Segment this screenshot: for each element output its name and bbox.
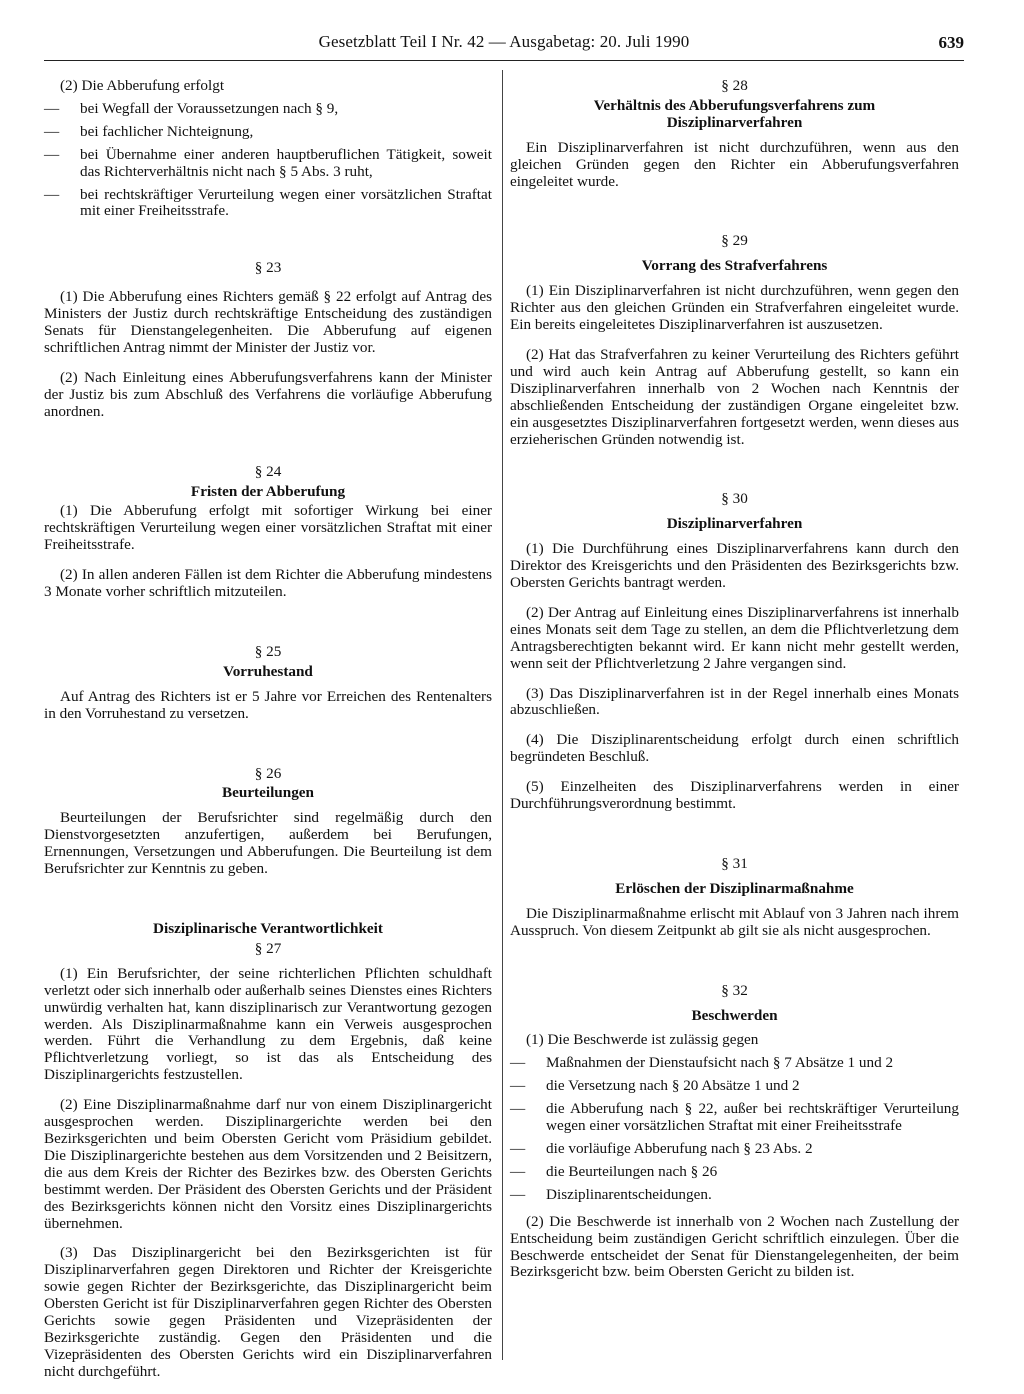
section-30-para-5: (5) Einzelheiten des Disziplinarverfahrens werden in einer Durchführungsverordnung bestimmt. xyxy=(510,778,959,813)
section-29-para-2: (2) Hat das Strafverfahren zu keiner Verurteilung des Richters geführt und wird auch kein Antrag auf Abberufung gestellt, so kann ein Disziplinarverfahren innerhalb von 2 Wochen nach Kenntnis der abschließenden Entscheidung der zuständigen Organe eingeleitet bzw. ein ausgesetztes Disziplinarverfahren fortgesetzt werden, wenn dieses aus erzieherischen Gründen notwendig ist. xyxy=(510,345,959,448)
section-23-para-2: (2) Nach Einleitung eines Abberufungsverfahrens kann der Minister der Justiz bis zum Abschluß des Verfahrens die vorläufige Abberufung anordnen. xyxy=(44,368,492,420)
section-32-title: Beschwerden xyxy=(691,1006,778,1024)
section-29-number: § 29 xyxy=(721,232,748,250)
section-32-para-2: (2) Die Beschwerde ist innerhalb von 2 Wochen nach Zustellung der Entscheidung beim zuständigen Gericht schriftlich einzulegen. Über die Beschwerde entscheidet der Senat für Dienstangelegenheiten, der beim Bezirksgericht bzw. beim Obersten Gericht zu bilden ist. xyxy=(510,1212,959,1281)
list-item: — Maßnahmen der Dienstaufsicht nach § 7 Absätze 1 und 2 xyxy=(510,1055,959,1072)
section-30-para-4: (4) Die Disziplinarentscheidung erfolgt durch einen schriftlich begründeten Beschluß. xyxy=(510,731,959,766)
list-item: — die Abberufung nach § 22, außer bei rechtskräftiger Verurteilung wegen einer vorsätzlichen Straftat mit einer Freiheitsstrafe xyxy=(510,1101,959,1135)
section-28-title: Verhältnis des Abberufungsverfahrens zum Disziplinarverfahren xyxy=(593,96,876,131)
list-item: — Disziplinarentscheidungen. xyxy=(510,1187,959,1204)
section-31-para-1: Die Disziplinarmaßnahme erlischt mit Ablauf von 3 Jahren nach ihrem Ausspruch. Von diesem Zeitpunkt ab gilt sie als nicht ausgesprochen. xyxy=(510,904,959,939)
list-item: — die vorläufige Abberufung nach § 23 Abs. 2 xyxy=(510,1141,959,1158)
section-23-number: § 23 xyxy=(254,259,282,277)
section-27-para-1: (1) Ein Berufsrichter, der seine richterlichen Pflichten schuldhaft verletzt oder sich innerhalb oder außerhalb seines Dienstes eines Richters unwürdig verhalten hat, kann disziplinarisch zur Verantwortung gezogen werden. Als Disziplinarmaßnahme kann ein Verweis ausgesprochen werden. Führt die Verhandlung zu dem Ergebnis, daß keine Pflichtverletzung vorliegt, so ist das als Entscheidung des Disziplinargerichts festzustellen. xyxy=(44,964,492,1084)
section-24-number: § 24 xyxy=(254,462,282,480)
list-item: — bei rechtskräftiger Verurteilung wegen einer vorsätzlichen Straftat mit einer Freiheitsstrafe. xyxy=(44,187,492,221)
section-26-title: Beurteilungen xyxy=(222,784,314,802)
section-28-number: § 28 xyxy=(721,77,748,94)
page-header xyxy=(44,30,964,61)
section-26-number: § 26 xyxy=(254,764,282,782)
section-24-para-2: (2) In allen anderen Fällen ist dem Richter die Abberufung mindestens 3 Monate vorher schriftlich mitzuteilen. xyxy=(44,566,492,601)
left-column xyxy=(44,78,492,1394)
section-22-para-2-intro: (2) Die Abberufung erfolgt xyxy=(60,77,225,94)
section-32-list xyxy=(510,1055,959,1203)
column-divider xyxy=(502,70,503,1360)
list-item: — bei Übernahme einer anderen hauptberuflichen Tätigkeit, soweit das Richterverhältnis nicht nach § 5 Abs. 3 ruht, xyxy=(44,147,492,181)
section-25-title: Vorruhestand xyxy=(223,662,313,680)
section-30-para-3: (3) Das Disziplinarverfahren ist in der Regel innerhalb eines Monats abzuschließen. xyxy=(510,684,959,719)
section-25-number: § 25 xyxy=(254,642,282,660)
section-27-number: § 27 xyxy=(254,939,282,957)
section-25-para-1: Auf Antrag des Richters ist er 5 Jahre vor Erreichen des Rentenalters in den Vorruhestand zu versetzen. xyxy=(44,687,492,722)
section-28-para-1: Ein Disziplinarverfahren ist nicht durchzuführen, wenn aus den gleichen Gründen gegen den Richter ein Abberufungsverfahren eingeleitet wurde. xyxy=(510,138,959,190)
gazette-title: Gesetzblatt Teil I Nr. 42 — Ausgabetag: 20. Juli 1990 xyxy=(318,32,690,51)
section-24-title: Fristen der Abberufung xyxy=(190,482,346,500)
section-29-para-1: (1) Ein Disziplinarverfahren ist nicht durchzuführen, wenn gegen den Richter aus den gleichen Gründen ein Strafverfahren eingeleitet wurde. Ein bereits eingeleitetes Disziplinarverfahren ist auszusetzen. xyxy=(510,282,959,334)
list-item: — bei fachlicher Nichteignung, xyxy=(44,124,492,141)
section-27-para-2: (2) Eine Disziplinarmaßnahme darf nur von einem Disziplinargericht ausgesprochen werden. Disziplinargerichte werden bei den Bezirksgerichten und beim Obersten Gericht vom Präsidium gebildet. Die Disziplinargerichte bestehen aus dem Vorsitzenden und 2 Beisitzern, die aus dem Kreis der Richter des Bezirkes bzw. des Obersten Gerichts bestimmt werden. Der Präsident des Obersten Gerichts und der Präsident des Bezirksgerichts können nicht den Vorsitz eines Disziplinargerichts übernehmen. xyxy=(44,1096,492,1232)
section-27-para-3: (3) Das Disziplinargericht bei den Bezirksgerichten ist für Disziplinarverfahren gegen Direktoren und Richter der Kreisgerichte sowie gegen Richter der Bezirksgerichte, das Disziplinargericht beim Obersten Gericht ist für Disziplinarverfahren gegen Richter des Obersten Gerichts sowie gegen Präsidenten und Vizepräsidenten der Bezirksgerichte zuständig. Gegen den Präsidenten und die Vizepräsidenten des Obersten Gerichts wird ein Disziplinarverfahren nicht durchgeführt. xyxy=(44,1244,492,1380)
section-30-number: § 30 xyxy=(721,490,748,508)
section-23-para-1: (1) Die Abberufung eines Richters gemäß § 22 erfolgt auf Antrag des Ministers der Justiz durch rechtskräftige Entscheidung des zuständigen Senats für Dienstangelegenheiten. Die Abberufung auf eigenen schriftlichen Antrag nimmt der Minister der Justiz vor. xyxy=(44,288,492,356)
section-30-title: Disziplinarverfahren xyxy=(666,515,803,533)
section-31-title: Erlöschen der Disziplinarmaßnahme xyxy=(615,879,854,897)
list-item: — die Beurteilungen nach § 26 xyxy=(510,1164,959,1181)
chapter-title-disciplinary: Disziplinarische Verantwortlichkeit xyxy=(153,920,383,937)
section-29-title: Vorrang des Strafverfahrens xyxy=(641,257,828,275)
section-24-para-1: (1) Die Abberufung erfolgt mit sofortiger Wirkung bei einer rechtskräftigen Verurteilung wegen einer vorsätzlichen Straftat mit einer Freiheitsstrafe. xyxy=(44,502,492,554)
section-30-para-2: (2) Der Antrag auf Einleitung eines Disziplinarverfahrens ist innerhalb eines Monats seit dem Tage zu stellen, an dem die Pflichtverletzung dem Antragsberechtigten bekannt wird. Er kann nicht mehr gestellt werden, wenn seit der Pflichtverletzung 2 Jahre vergangen sind. xyxy=(510,603,959,672)
section-32-number: § 32 xyxy=(721,981,748,999)
section-26-para-1: Beurteilungen der Berufsrichter sind regelmäßig durch den Dienstvorgesetzten anzufertigen, außerdem bei Berufungen, Ernennungen, Versetzungen und Abberufungen. Die Beurteilung ist dem Berufsrichter zur Kenntnis zu geben. xyxy=(44,809,492,878)
list-item: — bei Wegfall der Voraussetzungen nach § 9, xyxy=(44,101,492,118)
section-32-para-1-intro: (1) Die Beschwerde ist zulässig gegen xyxy=(526,1031,759,1049)
right-column xyxy=(510,78,959,1294)
page-number: 639 xyxy=(938,33,964,52)
section-31-number: § 31 xyxy=(721,855,748,872)
section-30-para-1: (1) Die Durchführung eines Disziplinarverfahrens kann durch den Direktor des Kreisgerichts und den Präsidenten des Bezirksgerichts bzw. Obersten Gerichts bantragt werden. xyxy=(510,540,959,592)
section-22-list xyxy=(44,101,492,220)
list-item: — die Versetzung nach § 20 Absätze 1 und 2 xyxy=(510,1078,959,1095)
